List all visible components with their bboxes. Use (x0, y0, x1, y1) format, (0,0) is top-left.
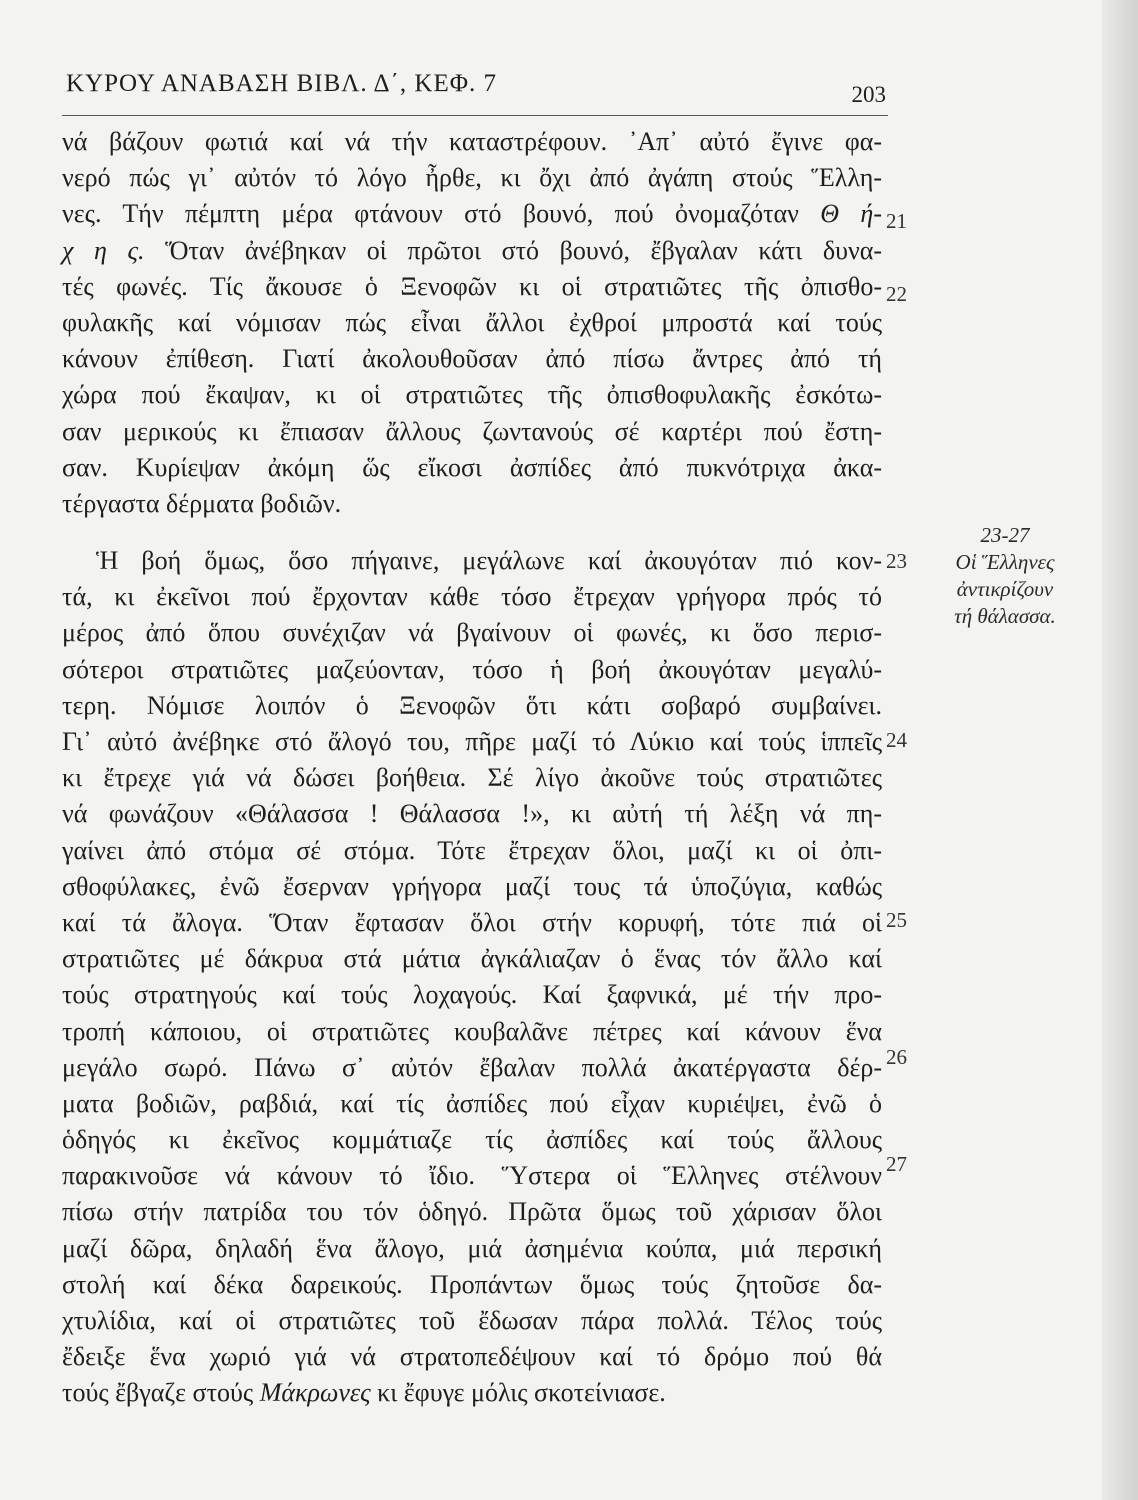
text-line: τές φωνές. Τίς ἄκουσε ὁ Ξενοφῶν κι οἱ στρατιῶτες τῆς ὀπισθο- (62, 271, 882, 301)
text-line-part: Ὅταν ἀνέβηκαν οἱ πρῶτοι στό βουνό, ἔβγαλαν κάτι δυνα- (144, 235, 883, 265)
verse-number: 27 (886, 1152, 907, 1176)
text-line: ὁδηγός κι ἐκεῖνος κομμάτιαζε τίς ἀσπίδες καί τούς ἄλλους (62, 1125, 882, 1155)
text-line: μέρος ἀπό ὅπου συνέχιζαν νά βγαίνουν οἱ φωνές, κι ὅσο περισ- (62, 618, 882, 648)
text-line: στολή καί δέκα δαρεικούς. Προπάντων ὅμως τούς ζητοῦσε δα- (62, 1269, 882, 1299)
margin-note-line: τή θάλασσα. (954, 604, 1056, 628)
text-line: παρακινοῦσε νά κάνουν τό ἴδιο. Ὕστερα οἱ Ἕλληνες στέλνουν (62, 1161, 882, 1191)
text-line: Γι᾽ αὐτό ἀνέβηκε στό ἄλογό του, πῆρε μαζί τό Λύκιο καί τούς ἱππεῖς (62, 727, 882, 756)
verse-number: 22 (886, 282, 907, 306)
text-line-part: νες. Τήν πέμπτη μέρα φτάνουν στό βουνό, πού ὀνομαζόταν (62, 199, 799, 229)
margin-note-line: ἀντικρίζουν (956, 577, 1054, 601)
text-line: τροπή κάποιου, οἱ στρατιῶτες κουβαλᾶνε πέτρες καί κάνουν ἕνα (62, 1016, 882, 1046)
text-line: γαίνει ἀπό στόμα σέ στόμα. Τότε ἔτρεχαν ὅλοι, μαζί κι οἱ ὀπι- (62, 835, 882, 865)
text-line-part: κι ἔφυγε μόλις σκοτείνιασε. (370, 1378, 666, 1408)
text-line: χτυλίδια, καί οἱ στρατιῶτες τοῦ ἔδωσαν πάρα πολλά. Τέλος τούς (62, 1306, 882, 1335)
text-line: στρατιῶτες μέ δάκρυα στά μάτια ἀγκάλιαζαν ὁ ἕνας τόν ἄλλο καί (62, 944, 882, 974)
verse-number: 26 (886, 1045, 907, 1069)
place-name: Θ ή- (820, 199, 882, 229)
text-line: σότεροι στρατιῶτες μαζεύονταν, τόσο ἡ βοή ἀκουγόταν μεγαλύ- (62, 654, 882, 684)
text-line: κάνουν ἐπίθεση. Γιατί ἀκολουθοῦσαν ἀπό πίσω ἄντρες ἀπό τή (62, 344, 882, 374)
text-line (62, 233, 882, 269)
text-line: τά, κι ἐκεῖνοι πού ἔρχονταν κάθε τόσο ἔτρεχαν γρήγορα πρός τό (62, 582, 882, 612)
text-line-part: τούς ἔβγαζε στούς (62, 1378, 254, 1408)
text-line: Ἡ βοή ὅμως, ὅσο πήγαινε, μεγάλωνε καί ἀκουγόταν πιό κον- (96, 546, 882, 576)
text-line: νερό πώς γι᾽ αὐτόν τό λόγο ἦρθε, κι ὄχι ἀπό ἀγάπη στούς Ἕλλη- (62, 163, 882, 193)
verse-number: 25 (886, 908, 907, 932)
margin-note-range: 23-27 (980, 523, 1030, 547)
text-line: μεγάλο σωρό. Πάνω σ᾽ αὐτόν ἔβαλαν πολλά ἀκατέργαστα δέρ- (62, 1052, 882, 1082)
text-line: τέργαστα δέρματα βοδιῶν. (62, 488, 342, 518)
verse-number: 23 (886, 549, 907, 573)
verse-number: 24 (886, 728, 907, 752)
running-head: ΚΥΡΟΥ ΑΝΑΒΑΣΗ ΒΙΒΛ. Δ΄, ΚΕΦ. 7 (66, 70, 497, 97)
text-line: χώρα πού ἔκαψαν, κι οἱ στρατιῶτες τῆς ὀπισθοφυλακῆς ἐσκότω- (62, 380, 882, 410)
people-name: Μάκρωνες (259, 1378, 371, 1408)
page-header (62, 68, 888, 108)
place-name: χ η ς. (62, 235, 145, 265)
text-line: μαζί δῶρα, δηλαδή ἕνα ἄλογο, μιά ἀσημένια κούπα, μιά περσική (62, 1233, 882, 1263)
header-rule (62, 115, 888, 116)
text-line: ἔδειξε ἕνα χωριό γιά νά στρατοπεδέψουν καί τό δρόμο πού θά (62, 1342, 882, 1372)
text-line: τερη. Νόμισε λοιπόν ὁ Ξενοφῶν ὅτι κάτι σοβαρό συμβαίνει. (62, 690, 882, 720)
text-line: νά φωνάζουν «Θάλασσα ! Θάλασσα !», κι αὐτή τή λέξη νά πη- (62, 799, 882, 829)
text-line (62, 196, 882, 232)
text-line: τούς στρατηγούς καί τούς λοχαγούς. Καί ξαφνικά, μέ τήν προ- (62, 980, 882, 1010)
text-line: σαν. Κυρίεψαν ἀκόμη ὥς εἴκοσι ἀσπίδες ἀπό πυκνότριχα ἀκα- (62, 452, 882, 482)
text-line: κι ἔτρεχε γιά νά δώσει βοήθεια. Σέ λίγο ἀκοῦνε τούς στρατιῶτες (62, 763, 882, 793)
page-number: 203 (851, 82, 886, 107)
margin-note-line: Οἱ Ἕλληνες (955, 550, 1055, 574)
paragraph-gap (62, 522, 882, 543)
text-line: σθοφύλακες, ἐνῶ ἔσερναν γρήγορα μαζί τους τά ὑποζύγια, καθώς (62, 871, 882, 901)
text-line: νά βάζουν φωτιά καί νά τήν καταστρέφουν. ᾽Απ᾽ αὐτό ἔγινε φα- (62, 127, 882, 156)
text-line: ματα βοδιῶν, ραβδιά, καί τίς ἀσπίδες πού εἶχαν κυριέψει, ἐνῶ ὁ (62, 1088, 882, 1118)
text-line: σαν μερικούς κι ἔπιασαν ἄλλους ζωντανούς σέ καρτέρι πού ἔστη- (62, 416, 882, 446)
margin-note (930, 522, 1080, 630)
verse-number: 21 (886, 209, 907, 233)
text-line: πίσω στήν πατρίδα του τόν ὁδηγό. Πρῶτα ὅμως τοῦ χάρισαν ὅλοι (62, 1197, 882, 1227)
body-text (62, 124, 882, 1412)
text-line (62, 1375, 882, 1411)
page-edge-shadow (1102, 0, 1138, 1500)
text-line: καί τά ἄλογα. Ὅταν ἔφτασαν ὅλοι στήν κορυφή, τότε πιά οἱ (62, 907, 882, 937)
text-line: φυλακῆς καί νόμισαν πώς εἶναι ἄλλοι ἐχθροί μπροστά καί τούς (62, 307, 882, 337)
